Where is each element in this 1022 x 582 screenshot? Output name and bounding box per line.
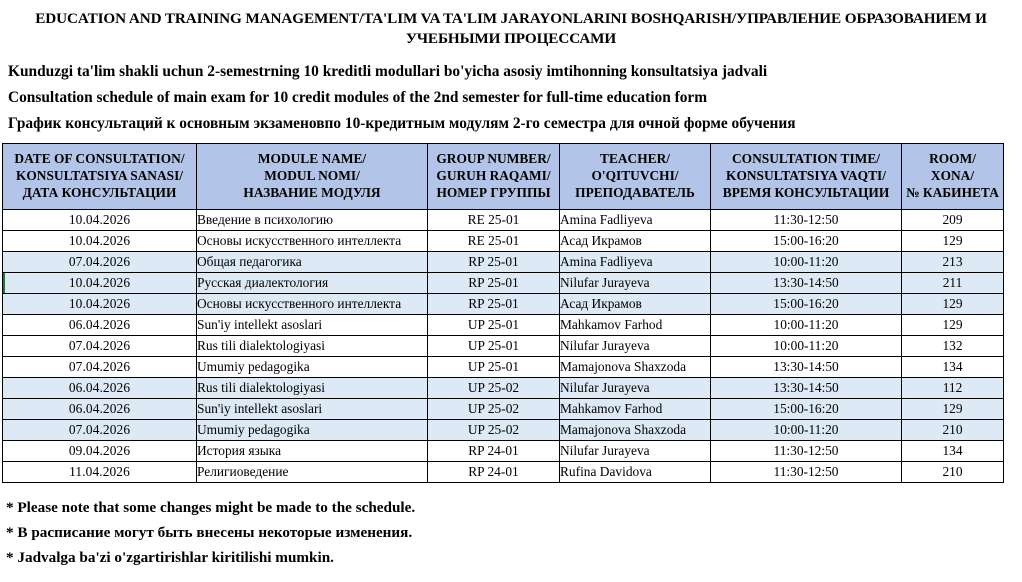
subtitle-uz: Kunduzgi ta'lim shakli uchun 2-semestrning 10 kreditli modullari bo'yicha asosiy imtihonning konsultatsiya jadvali <box>8 63 768 81</box>
page-title: EDUCATION AND TRAINING MANAGEMENT/TA'LIM VA TA'LIM JARAYONLARINI BOSHQARISH/УПРАВЛЕНИЕ ОБРАЗОВАНИЕМ И УЧЕБНЫМИ ПРОЦЕССАМИ <box>35 10 987 48</box>
table-row[interactable] <box>3 335 1004 356</box>
cell-time[interactable]: 13:30-14:50 <box>711 356 902 377</box>
cell-time[interactable]: 11:30-12:50 <box>711 461 902 482</box>
cell-date[interactable]: 10.04.2026 <box>3 272 197 293</box>
column-header-line: KONSULTATSIYA SANASI/ <box>15 168 184 184</box>
cell-room[interactable]: 134 <box>902 440 1004 461</box>
column-header-time[interactable] <box>711 143 902 209</box>
column-header-line: TEACHER/ <box>600 150 670 166</box>
cell-room[interactable]: 129 <box>902 293 1004 314</box>
cell-time[interactable]: 10:00-11:20 <box>711 419 902 440</box>
cell-module[interactable]: Umumiy pedagogika <box>197 356 428 377</box>
cell-group[interactable]: RE 25-01 <box>428 209 560 230</box>
cell-module[interactable]: Rus tili dialektologiyasi <box>197 335 428 356</box>
table-row[interactable] <box>3 209 1004 230</box>
table-header <box>3 143 1004 209</box>
cell-date[interactable]: 10.04.2026 <box>3 209 197 230</box>
cell-room[interactable]: 213 <box>902 251 1004 272</box>
cell-time[interactable]: 10:00-11:20 <box>711 251 902 272</box>
footnote-ru: * В расписание могут быть внесены некоторые изменения. <box>6 524 413 542</box>
table-row[interactable] <box>3 314 1004 335</box>
subtitle-block <box>0 49 1022 138</box>
header-row <box>3 143 1004 209</box>
cell-room[interactable]: 132 <box>902 335 1004 356</box>
footnote-uz: * Jadvalga ba'zi o'zgartirishlar kiritilishi mumkin. <box>6 549 334 567</box>
cell-group[interactable]: UP 25-01 <box>428 314 560 335</box>
column-header-group[interactable] <box>428 143 560 209</box>
cell-date[interactable]: 09.04.2026 <box>3 440 197 461</box>
column-header-line: ВРЕМЯ КОНСУЛЬТАЦИИ <box>722 185 890 201</box>
column-header-line: GURUH RAQAMI/ <box>436 168 551 184</box>
cell-room[interactable]: 129 <box>902 398 1004 419</box>
cell-teacher[interactable]: Rufina Davidova <box>560 461 711 482</box>
cell-group[interactable]: RE 25-01 <box>428 230 560 251</box>
column-header-line: XONA/ <box>930 168 975 184</box>
cell-module[interactable]: Введение в психологию <box>197 209 428 230</box>
cell-teacher[interactable]: Mamajonova Shaxzoda <box>560 419 711 440</box>
table-row[interactable] <box>3 356 1004 377</box>
cell-module[interactable]: Umumiy pedagogika <box>197 419 428 440</box>
table-row[interactable] <box>3 419 1004 440</box>
cell-time[interactable]: 10:00-11:20 <box>711 314 902 335</box>
cell-room[interactable]: 134 <box>902 356 1004 377</box>
schedule-table <box>2 143 1004 483</box>
cell-module[interactable]: Sun'iy intellekt asoslari <box>197 398 428 419</box>
column-header-line: CONSULTATION TIME/ <box>732 150 880 166</box>
subtitle-ru: График консультаций к основным экзаменовпо 10-кредитным модулям 2-го семестра для очной форме обучения <box>8 115 796 133</box>
cell-room[interactable]: 210 <box>902 461 1004 482</box>
cell-group[interactable]: RP 24-01 <box>428 461 560 482</box>
column-header-module[interactable] <box>197 143 428 209</box>
column-header-line: MODULE NAME/ <box>257 150 367 166</box>
column-header-line: DATE OF CONSULTATION/ <box>14 150 185 166</box>
cell-time[interactable]: 15:00-16:20 <box>711 398 902 419</box>
cell-group[interactable]: UP 25-02 <box>428 398 560 419</box>
table-row[interactable] <box>3 440 1004 461</box>
column-header-teacher[interactable] <box>560 143 711 209</box>
cell-module[interactable]: Общая педагогика <box>197 251 428 272</box>
cell-date[interactable]: 07.04.2026 <box>3 335 197 356</box>
column-header-line: ДАТА КОНСУЛЬТАЦИИ <box>22 185 177 201</box>
cell-group[interactable]: UP 25-02 <box>428 419 560 440</box>
table-row[interactable] <box>3 293 1004 314</box>
column-header-line: GROUP NUMBER/ <box>436 150 551 166</box>
cell-teacher[interactable]: Nilufar Jurayeva <box>560 335 711 356</box>
cell-module[interactable]: Основы искусственного интеллекта <box>197 230 428 251</box>
column-header-line: НОМЕР ГРУППЫ <box>436 185 551 201</box>
cell-date[interactable]: 06.04.2026 <box>3 398 197 419</box>
cell-date[interactable]: 07.04.2026 <box>3 356 197 377</box>
title-block <box>0 0 1022 49</box>
table-row[interactable] <box>3 398 1004 419</box>
cell-group[interactable]: RP 25-01 <box>428 293 560 314</box>
cell-time[interactable]: 11:30-12:50 <box>711 440 902 461</box>
cell-module[interactable]: Религиоведение <box>197 461 428 482</box>
column-header-line: MODUL NOMI/ <box>264 168 360 184</box>
column-header-line: ROOM/ <box>929 150 976 166</box>
cell-group[interactable]: UP 25-02 <box>428 377 560 398</box>
cell-group[interactable]: UP 25-01 <box>428 356 560 377</box>
column-header-line: O'QITUVCHI/ <box>591 168 679 184</box>
table-row[interactable] <box>3 461 1004 482</box>
cell-date[interactable]: 06.04.2026 <box>3 314 197 335</box>
cell-module[interactable]: Rus tili dialektologiyasi <box>197 377 428 398</box>
column-header-room[interactable] <box>902 143 1004 209</box>
cell-date[interactable]: 06.04.2026 <box>3 377 197 398</box>
column-header-line: № КАБИНЕТА <box>906 185 999 201</box>
cell-teacher[interactable]: Nilufar Jurayeva <box>560 440 711 461</box>
cell-group[interactable]: RP 25-01 <box>428 272 560 293</box>
cell-group[interactable]: UP 25-01 <box>428 335 560 356</box>
cell-time[interactable]: 11:30-12:50 <box>711 209 902 230</box>
cell-module[interactable]: Sun'iy intellekt asoslari <box>197 314 428 335</box>
cell-teacher[interactable]: Асад Икрамов <box>560 230 711 251</box>
cell-room[interactable]: 112 <box>902 377 1004 398</box>
cell-room[interactable]: 209 <box>902 209 1004 230</box>
cell-teacher[interactable]: Mamajonova Shaxzoda <box>560 356 711 377</box>
cell-module[interactable]: История языка <box>197 440 428 461</box>
cell-time[interactable]: 13:30-14:50 <box>711 377 902 398</box>
cell-teacher[interactable]: Асад Икрамов <box>560 293 711 314</box>
cell-time[interactable]: 15:00-16:20 <box>711 230 902 251</box>
cell-module[interactable]: Основы искусственного интеллекта <box>197 293 428 314</box>
table-row[interactable] <box>3 272 1004 293</box>
cell-module[interactable]: Русская диалектология <box>197 272 428 293</box>
cell-teacher[interactable]: Amina Fadliyeva <box>560 251 711 272</box>
column-header-line: KONSULTATSIYA VAQTI/ <box>726 168 886 184</box>
table-row[interactable] <box>3 251 1004 272</box>
cell-date[interactable]: 07.04.2026 <box>3 419 197 440</box>
cell-teacher[interactable]: Nilufar Jurayeva <box>560 377 711 398</box>
cell-time[interactable]: 10:00-11:20 <box>711 335 902 356</box>
cell-room[interactable]: 129 <box>902 230 1004 251</box>
table-body <box>3 209 1004 482</box>
cell-group[interactable]: RP 25-01 <box>428 251 560 272</box>
cell-time[interactable]: 15:00-16:20 <box>711 293 902 314</box>
footnote-en: * Please note that some changes might be made to the schedule. <box>6 498 416 516</box>
cell-teacher[interactable]: Amina Fadliyeva <box>560 209 711 230</box>
schedule-table-wrap <box>0 138 1022 483</box>
cell-time[interactable]: 13:30-14:50 <box>711 272 902 293</box>
cell-date[interactable]: 11.04.2026 <box>3 461 197 482</box>
cell-group[interactable]: RP 24-01 <box>428 440 560 461</box>
subtitle-en: Consultation schedule of main exam for 10 credit modules of the 2nd semester for full-time education form <box>8 89 708 107</box>
column-header-date[interactable] <box>3 143 197 209</box>
cell-date[interactable]: 07.04.2026 <box>3 251 197 272</box>
footnotes <box>0 483 1022 571</box>
column-header-line: ПРЕПОДАВАТЕЛЬ <box>575 185 695 201</box>
cell-teacher[interactable]: Nilufar Jurayeva <box>560 272 711 293</box>
cell-teacher[interactable]: Mahkamov Farhod <box>560 398 711 419</box>
table-row[interactable] <box>3 230 1004 251</box>
column-header-line: НАЗВАНИЕ МОДУЛЯ <box>243 185 381 201</box>
cell-room[interactable]: 129 <box>902 314 1004 335</box>
cell-room[interactable]: 210 <box>902 419 1004 440</box>
cell-teacher[interactable]: Mahkamov Farhod <box>560 314 711 335</box>
table-row[interactable] <box>3 377 1004 398</box>
cell-room[interactable]: 211 <box>902 272 1004 293</box>
cell-date[interactable]: 10.04.2026 <box>3 293 197 314</box>
cell-date[interactable]: 10.04.2026 <box>3 230 197 251</box>
